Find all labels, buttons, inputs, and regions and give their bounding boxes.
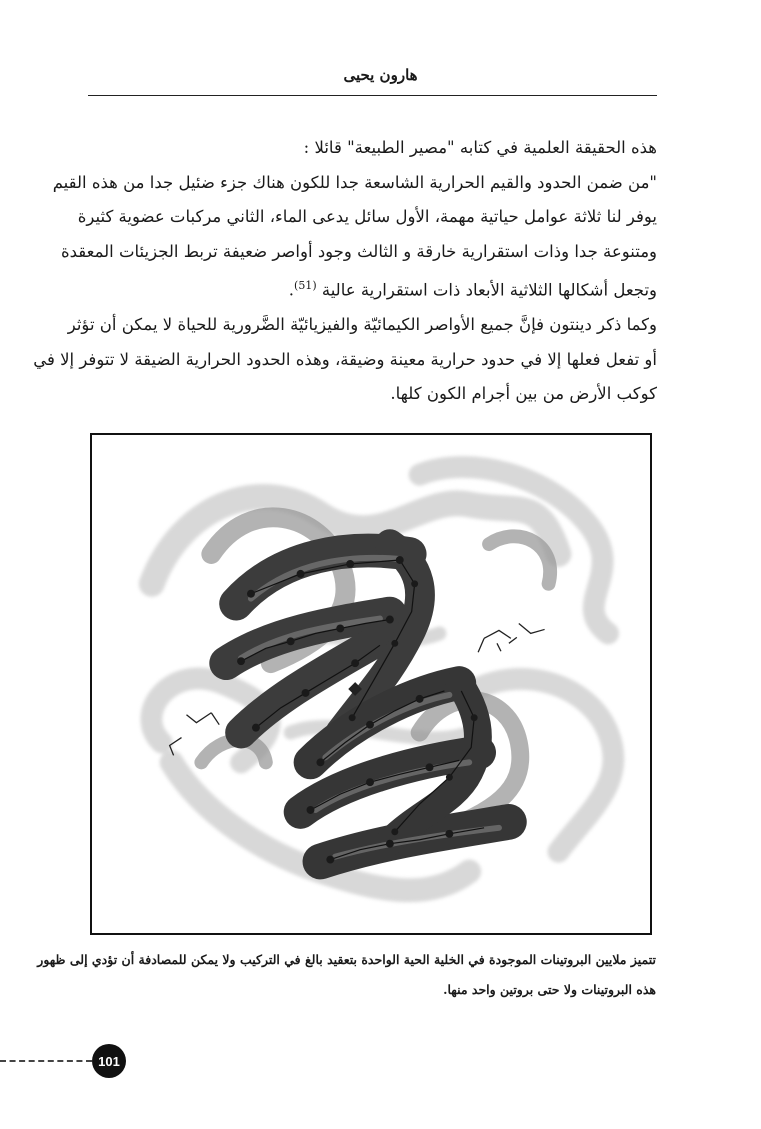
body-line: ومتنوعة جدا وذات استقرارية خارقة و الثالث وجود أواصر ضعيفة تربط الجزيئات المعقدة [60, 241, 657, 261]
body-text [33, 131, 657, 412]
body-line: وكما ذكر دينتون فإنَّ جميع الأواصر الكيمائيّة والفيزيائيّة الضَّرورية للحياة لا يمكن أن تؤثر [67, 315, 657, 334]
body-line: "من ضمن الحدود والقيم الحرارية الشاسعة جدا للكون هناك جزء ضئيل جدا من هذه القيم [52, 172, 657, 192]
protein-ribbon-image [92, 435, 650, 933]
footer-dashed-rule [0, 1060, 92, 1062]
body-line: وتجعل أشكالها الثلاثية الأبعاد ذات استقرارية عالية [321, 280, 657, 300]
body-line: يوفر لنا ثلاثة عوامل حياتية مهمة، الأول سائل يدعى الماء، الثاني مركبات عضوية كثيرة [77, 207, 657, 226]
figure-caption [37, 945, 656, 1005]
header-rule [88, 95, 657, 96]
body-line: أو تفعل فعلها إلا في حدود حرارية معينة وضيقة، وهذه الحدود الحرارية الضيقة لا تتوفر إلا في [33, 349, 657, 369]
protein-structure-figure [90, 433, 652, 935]
footnote-reference: (51) [294, 279, 317, 292]
body-line: هذه الحقيقة العلمية في كتابه "مصير الطبيعة" قائلا : [303, 138, 657, 157]
caption-line: تتميز ملايين البروتينات الموجودة في الخلية الحية الواحدة بتعقيد بالغ في التركيب ولا يمكن للمصادفة أن تؤدي إلى ظهور [37, 952, 656, 967]
body-line-with-reference: وتجعل أشكالها الثلاثية الأبعاد ذات استقرارية عالية $^{(51)}$. [288, 279, 657, 300]
running-title: هارون يحيى [343, 66, 418, 84]
page-number-badge: 101 [92, 1044, 126, 1078]
caption-line: هذه البروتينات ولا حتى بروتين واحد منها. [443, 982, 656, 997]
body-line: كوكب الأرض من بين أجرام الكون كلها. [390, 384, 657, 403]
